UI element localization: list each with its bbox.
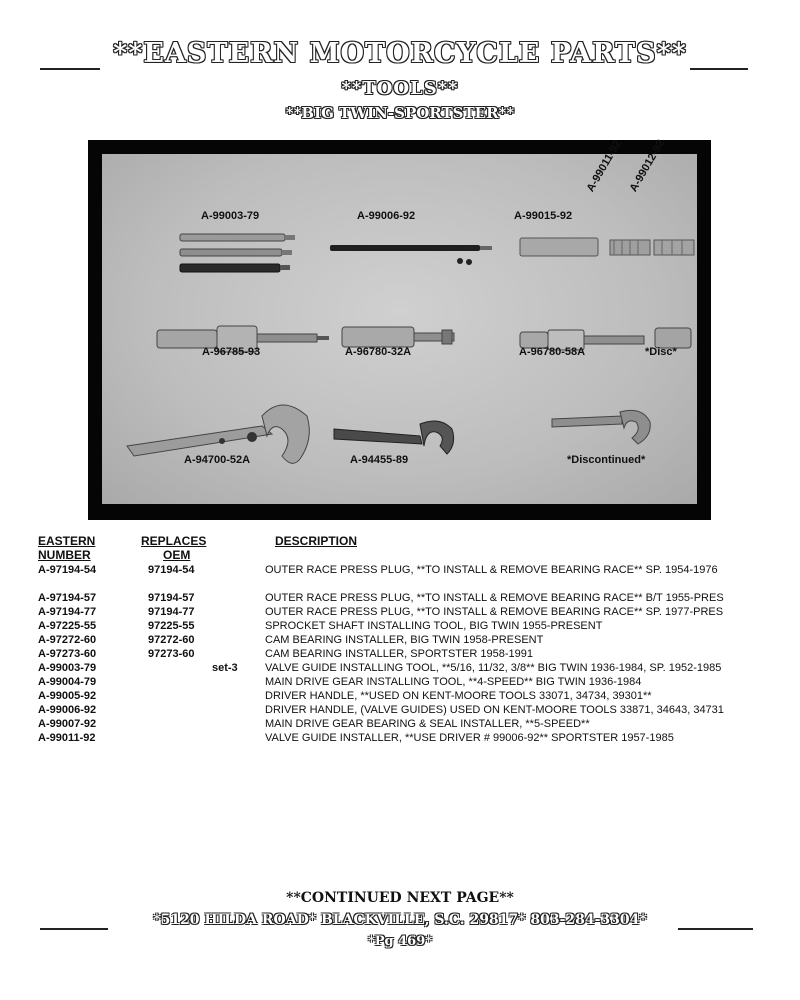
part-number: A-99007-92: [38, 718, 97, 730]
part-description: VALVE GUIDE INSTALLING TOOL, **5/16, 11/32, 3/8** BIG TWIN 1936-1984, SP. 1952-1985: [265, 662, 722, 674]
tools-photo-drawing: [102, 154, 697, 504]
part-description: OUTER RACE PRESS PLUG, **TO INSTALL & REMOVE BEARING RACE** SP. 1954-1976: [265, 564, 718, 576]
table-row: [0, 648, 800, 662]
part-number: A-97194-57: [38, 592, 97, 604]
part-number: A-99003-79: [38, 662, 97, 674]
label-discontinued: *Discontinued*: [567, 454, 646, 466]
part-description: MAIN DRIVE GEAR INSTALLING TOOL, **4-SPEED** BIG TWIN 1936-1984: [265, 676, 642, 688]
part-description: OUTER RACE PRESS PLUG, **TO INSTALL & REMOVE BEARING RACE** B/T 1955-PRES: [265, 592, 724, 604]
header-number: NUMBER: [38, 548, 91, 562]
part-number: A-99011-92: [38, 732, 96, 744]
address-rule-right: [678, 928, 753, 930]
spanner-wrench-discontinued-image: [552, 410, 650, 444]
label-a99015-92: A-99015-92: [514, 210, 573, 222]
label-a99003-79: A-99003-79: [201, 210, 260, 222]
oem-number: 97272-60: [148, 634, 195, 646]
oem-number: 97273-60: [148, 648, 195, 660]
part-description: SPROCKET SHAFT INSTALLING TOOL, BIG TWIN 1955-PRESENT: [265, 620, 603, 632]
driver-handle-image: [330, 245, 492, 265]
set-note: set-3: [212, 662, 238, 674]
label-a94700-52a: A-94700-52A: [184, 454, 251, 466]
table-row: [0, 634, 800, 648]
part-number: A-99004-79: [38, 676, 97, 688]
continued-next-page: **CONTINUED NEXT PAGE**: [286, 890, 514, 906]
part-number: A-97273-60: [38, 648, 97, 660]
part-number: A-99006-92: [38, 704, 97, 716]
label-a96780-58a: A-96780-58A: [519, 346, 586, 358]
part-number: A-97194-77: [38, 606, 97, 618]
part-number: A-97225-55: [38, 620, 97, 632]
label-a96785-93: A-96785-93: [202, 346, 261, 358]
company-address: *5120 HILDA ROAD* BLACKVILLE, S.C. 29817* 803-284-3304*: [153, 912, 647, 928]
part-description: DRIVER HANDLE, (VALVE GUIDES) USED ON KENT-MOORE TOOLS 33871, 34643, 34731: [265, 704, 724, 716]
sleeve-set-image: [520, 238, 694, 256]
part-number: A-99005-92: [38, 690, 97, 702]
page-title: **EASTERN MOTORCYCLE PARTS**: [113, 38, 687, 69]
tools-photo: [102, 137, 697, 504]
header-eastern: EASTERN: [38, 534, 96, 548]
table-row: [0, 662, 800, 676]
table-row: [0, 732, 800, 746]
label-a99012-92: A-99012-92: [627, 137, 668, 194]
label-disc: *Disc*: [645, 346, 677, 358]
bearing-installer-96780-32a-image: [342, 327, 454, 347]
part-description: CAM BEARING INSTALLER, SPORTSTER 1958-1991: [265, 648, 533, 660]
table-row: [0, 564, 800, 578]
header-replaces: REPLACES: [141, 534, 207, 548]
spanner-wrench-94455-image: [334, 421, 454, 454]
part-description: VALVE GUIDE INSTALLER, **USE DRIVER # 99006-92** SPORTSTER 1957-1985: [265, 732, 674, 744]
table-row: [0, 620, 800, 634]
oem-number: 97194-54: [148, 564, 195, 576]
table-row: [0, 676, 800, 690]
tools-photo-frame: [88, 137, 711, 520]
label-a99011-92: A-99011-92: [584, 138, 624, 194]
header-oem: OEM: [163, 548, 191, 562]
oem-number: 97194-57: [148, 592, 195, 604]
table-row: [0, 704, 800, 718]
table-row: [0, 690, 800, 704]
oem-number: 97194-77: [148, 606, 195, 618]
oem-number: 97225-55: [148, 620, 195, 632]
table-row: [0, 592, 800, 606]
table-row: [0, 606, 800, 620]
address-rule-left: [40, 928, 108, 930]
label-a99006-92: A-99006-92: [357, 210, 416, 222]
page-number: *Pg 469*: [367, 934, 433, 949]
part-number: A-97272-60: [38, 634, 97, 646]
header-description: DESCRIPTION: [275, 534, 358, 548]
valve-guide-driver-set-image: [180, 234, 295, 272]
part-description: DRIVER HANDLE, **USED ON KENT-MOORE TOOLS 33071, 34734, 39301**: [265, 690, 652, 702]
section-title: **TOOLS**: [341, 78, 459, 99]
part-description: OUTER RACE PRESS PLUG, **TO INSTALL & REMOVE BEARING RACE** SP. 1977-PRES: [265, 606, 724, 618]
part-number: A-97194-54: [38, 564, 97, 576]
part-description: MAIN DRIVE GEAR BEARING & SEAL INSTALLER, **5-SPEED**: [265, 718, 590, 730]
label-a94455-89: A-94455-89: [350, 454, 409, 466]
label-a96780-32a: A-96780-32A: [345, 346, 412, 358]
part-description: CAM BEARING INSTALLER, BIG TWIN 1958-PRESENT: [265, 634, 544, 646]
models-subtitle: **BIG TWIN-SPORTSTER**: [285, 104, 515, 122]
table-row: [0, 718, 800, 732]
